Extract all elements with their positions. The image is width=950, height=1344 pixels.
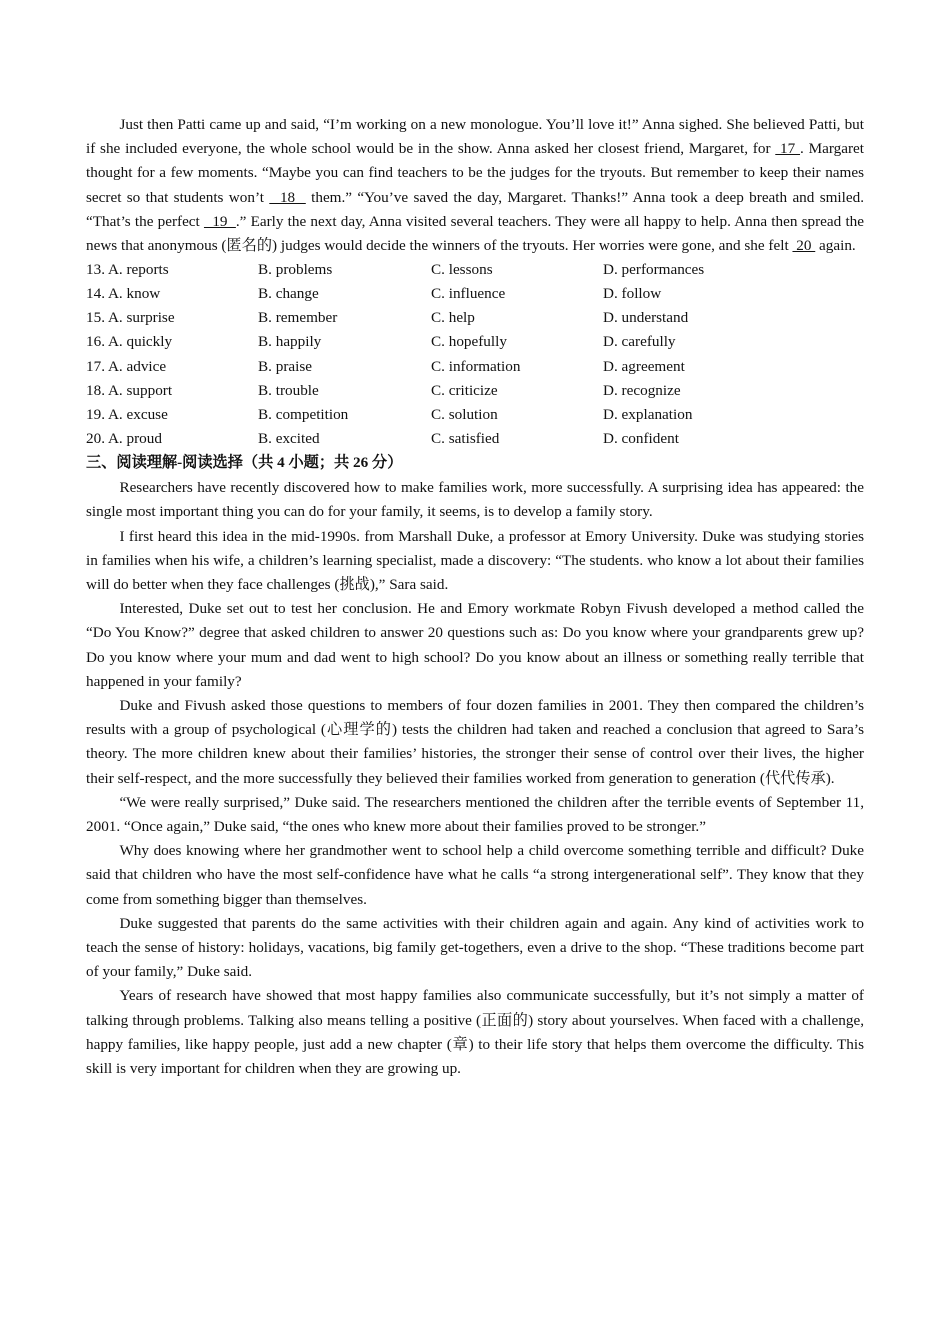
option-row-17 [86, 355, 864, 379]
option-d: D. explanation [603, 405, 693, 423]
passage1-text-c: them.” “You’ve saved the day, Margaret. Thanks!” Anna took a deep breath and smiled. “That’s the perfect [86, 188, 864, 230]
option-b: B. praise [258, 357, 312, 375]
option-b: B. change [258, 285, 319, 303]
option-c: C. information [431, 357, 521, 375]
option-row-13 [86, 258, 864, 282]
option-b: B. remember [258, 309, 338, 327]
option-d: D. performances [603, 261, 705, 279]
option-row-16 [86, 331, 864, 355]
passage1-text-e: again. [815, 237, 856, 255]
option-a: 16. A. quickly [86, 333, 173, 351]
section-title: 三、阅读理解-阅读选择（共 4 小题；共 26 分） [86, 453, 403, 471]
option-b: B. excited [258, 429, 320, 447]
option-c: C. criticize [431, 381, 498, 399]
option-d: D. follow [603, 285, 662, 303]
option-c: C. influence [431, 285, 506, 303]
passage2-paragraph-2: I first heard this idea in the mid-1990s. from Marshall Duke, a professor at Emory University. Duke was studying stories in families when his wife, a children’s learning specialist, made a discovery: “The students. who know a lot about their families will do better when they face challenges (挑战),” Sara said. [86, 527, 864, 593]
blank-18: 18 [269, 188, 306, 206]
option-a: 15. A. surprise [86, 309, 175, 327]
option-row-14 [86, 282, 864, 306]
passage2-paragraph-3: Interested, Duke set out to test her conclusion. He and Emory workmate Robyn Fivush developed a method called the “Do You Know?” degree that asked children to answer 20 questions such as: Do you know where your grandparents grew up? Do you know where your mum and dad went to high school? Do you know about an illness or something really terrible that happened in your family? [86, 600, 864, 690]
option-c: C. hopefully [431, 333, 507, 351]
blank-17: 17 [775, 140, 801, 158]
option-c: C. satisfied [431, 429, 500, 447]
option-c: C. help [431, 309, 475, 327]
option-d: D. understand [603, 309, 689, 327]
option-c: C. solution [431, 405, 498, 423]
passage2-paragraph-1: Researchers have recently discovered how to make families work, more successfully. A surprising idea has appeared: the single most important thing you can do for your family, it seems, is to develop a family story. [86, 479, 864, 521]
blank-20: 20 [792, 237, 816, 255]
option-a: 14. A. know [86, 285, 161, 303]
blank-19: 19 [203, 212, 236, 230]
passage1-text-b: . Margaret thought for a few moments. “Maybe you can find teachers to be the judges for the tryouts. But remember to keep their names secret so that students won’t [86, 140, 864, 206]
option-a: 20. A. proud [86, 429, 162, 447]
option-a: 13. A. reports [86, 261, 169, 279]
option-a: 17. A. advice [86, 357, 167, 375]
option-a: 19. A. excuse [86, 405, 168, 423]
passage2-paragraph-4: Duke and Fivush asked those questions to members of four dozen families in 2001. They then compared the children’s results with a group of psychological (心理学的) tests the children had taken and reached a conclusion that agreed to Sara’s theory. The more children knew about their families’ histories, the stronger their sense of control over their lives, the higher their self-respect, and the more successfully they believed their families worked from generation to generation (代代传承). [86, 697, 864, 787]
passage2-paragraph-6: Why does knowing where her grandmother went to school help a child overcome something terrible and difficult? Duke said that children who have the most self-confidence have what he calls “a strong intergenerational self”. They know that they come from something bigger than themselves. [86, 842, 864, 908]
option-row-15 [86, 306, 864, 330]
passage2-paragraph-5: “We were really surprised,” Duke said. The researchers mentioned the children after the terrible events of September 11, 2001. “Once again,” Duke said, “the ones who knew more about their families proved to be stronger.” [86, 793, 864, 836]
option-a: 18. A. support [86, 381, 173, 399]
option-d: D. recognize [603, 381, 681, 399]
passage1-paragraph [86, 113, 864, 258]
passage2-paragraph-7: Duke suggested that parents do the same activities with their children again and again. Any kind of activities work to teach the sense of history: holidays, vacations, big family get-togethers, even a drive to the shop. “These traditions become part of your family,” Duke said. [86, 914, 864, 981]
option-b: B. problems [258, 261, 333, 279]
option-d: D. carefully [603, 333, 676, 351]
option-b: B. trouble [258, 381, 319, 399]
exam-page [86, 113, 864, 1081]
options-list [86, 258, 864, 451]
option-b: B. happily [258, 333, 322, 351]
option-b: B. competition [258, 405, 349, 423]
option-row-18 [86, 379, 864, 403]
option-d: D. agreement [603, 357, 685, 375]
passage2-paragraph-8: Years of research have showed that most happy families also communicate successfully, but it’s not simply a matter of talking through problems. Talking also means telling a positive (正面的) story about yourselves. When faced with a challenge, happy families, like happy people, just add a new chapter (章) to their life story that helps them overcome the difficulty. This skill is very important for children when they are growing up. [86, 987, 864, 1078]
option-d: D. confident [603, 429, 679, 447]
passage1-text-a: Just then Patti came up and said, “I’m working on a new monologue. You’ll love it!” Anna sighed. She believed Patti, but if she included everyone, the whole school would be in the show. Anna asked her closest friend, Margaret, for [86, 116, 864, 158]
option-row-19 [86, 403, 864, 427]
option-row-20 [86, 427, 864, 451]
option-c: C. lessons [431, 261, 493, 279]
passage1-text-d: .” Early the next day, Anna visited several teachers. They were all happy to help. Anna then spread the news that anonymous (匿名的) judges would decide the winners of the tryouts. Her worries were gone, and she felt [86, 212, 864, 255]
